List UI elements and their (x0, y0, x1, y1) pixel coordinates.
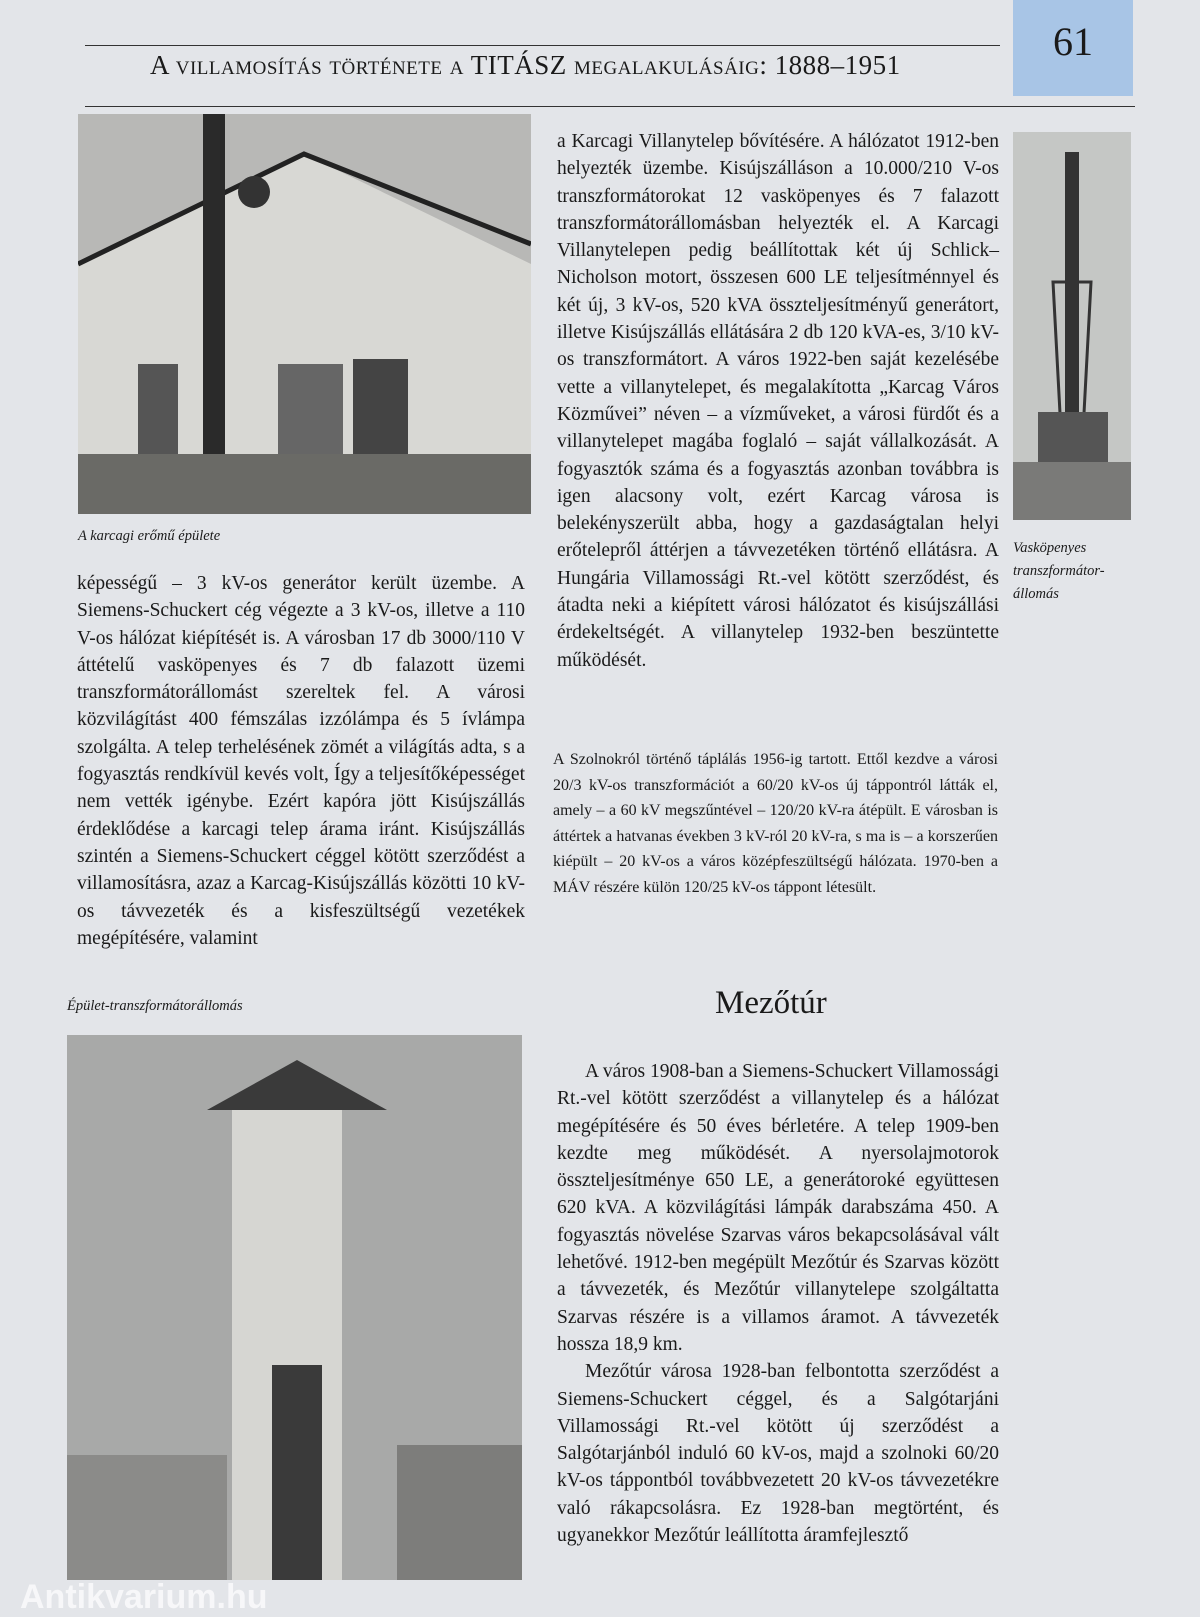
photo-karcag-power-plant (78, 114, 531, 514)
header-rule-top (85, 45, 1000, 46)
note-paragraph: A Szolnokról történő táplálás 1956-ig tartott. Ettől kezdve a városi 20/3 kV-os transzformációt a 60/20 kV-os új táppontról látták el, amely – a 60 kV megszűntével – 120/20 kV-ra átépült. E városban is áttértek a hatvanas években 3 kV-ról 20 kV-ra, s ma is – a korszerűen kiépült – 20 kV-os a város középfeszültségű hálózata. 1970-ben a MÁV részére külön 120/25 kV-os táppont létesült. (553, 751, 998, 896)
paragraph: Mezőtúr városa 1928-ban felbontotta szerződést a Siemens-Schuckert céggel, és a Salgótarjáni Villamossági Rt.-vel kötött új szerződést a Salgótarjánból induló 60 kV-os, majd a szolnoki 60/20 kV-os táppontból továbbvezetett 20 kV-os távvezetékre való rákapcsolásra. Ez 1928-ban megtörtént, és ugyanekkor Mezőtúr leállította áramfejlesztő (557, 1361, 999, 1547)
paragraph: képességű – 3 kV-os generátor került üzembe. A Siemens-Schuckert cég végezte a 3 kV-os, illetve a 110 V-os hálózat kiépítését is. A városban 17 db 3000/110 V áttételű vasköpenyes és 7 db falazott üzemi transzformátorállomást szereltek fel. A városi közvilágítást 400 fémszálas izzólámpa és 5 ívlámpa szolgálta. A telep terhelésének zömét a világítás adta, s a fogyasztás rendkívül kevés volt, Így a teljesítőképességet nem vették igénybe. Ezért kapóra jött Kisújszállás érdeklődése a karcagi telep árama iránt. Kisújszállás szintén a Siemens-Schuckert céggel kötött szerződést a villamosításra, azaz a Karcag-Kisújszállás közötti 10 kV-os távvezeték és a kisfeszültségű vezetékek megépítésére, valamint (77, 573, 525, 949)
section-body (557, 1058, 999, 1549)
caption-iron-station: Vasköpenyes transzformátor-állomás (1013, 540, 1105, 602)
left-column-text (77, 570, 525, 952)
photo-building-transformer-station (67, 1035, 522, 1580)
section-heading: Mezőtúr (715, 985, 827, 1021)
paragraph: A város 1908-ban a Siemens-Schuckert Villamossági Rt.-vel kötött szerződést a villanytelep és a hálózat megépítésére és 50 éves bérletére. A telep 1909-ben kezdte meg működését. A nyersolajmotorok összteljesítménye 650 LE, a generátoroké együttesen 620 kVA. A közvilágítási lámpák darabszáma 450. A fogyasztás növelése Szarvas város bekapcsolásával vált lehetővé. 1912-ben megépült Mezőtúr és Szarvas között a távvezeték, és Mezőtúr villanytelepe szolgáltatta Szarvas részére is a villamos áramot. A távvezeték hossza 18,9 km. (557, 1061, 999, 1355)
running-title: A villamosítás története a TITÁSZ megalakulásáig: 1888–1951 (150, 50, 901, 80)
right-column-text (557, 128, 999, 674)
caption-building-station: Épület-transzformátorállomás (67, 998, 243, 1014)
page-number-box (1013, 0, 1133, 96)
footnote-text (553, 747, 998, 900)
page-number: 61 (1053, 19, 1093, 64)
header-rule-bottom (85, 106, 1135, 107)
watermark: Antikvarium.hu (20, 1578, 268, 1616)
caption-karcag-building: A karcagi erőmű épülete (78, 528, 221, 544)
photo-iron-transformer-station (1013, 132, 1131, 520)
paragraph: a Karcagi Villanytelep bővítésére. A hálózatot 1912-ben helyezték üzembe. Kisújszálláson a 10.000/210 V-os transzformátorokat 12 vasköpenyes és 7 falazott transzformátorállomásban helyezték el. A Karcagi Villanytelepen pedig beállítottak két új Schlick–Nicholson motort, összesen 600 LE teljesítménnyel és két új, 3 kV-os, 520 kVA összteljesítményű generátort, illetve Kisújszállás ellátására 2 db 120 kVA-es, 3/10 kV-os transzformátort. A város 1922-ben saját kezelésébe vette a villanytelepet, és megalakította „Karcag Város Közművei” néven – a vízműveket, a városi fürdőt és a villanytelepet magába foglaló – saját vállalkozását. A fogyasztók száma és a fogyasztás azonban továbbra is igen alacsony volt, ezért Karcag városa is belekényszerült abba, hogy a gazdaságtalan helyi erőtelepről áttérjen a távvezetéken történő ellátásra. A Hungária Villamossági Rt.-vel kötött szerződést, és átadta neki a kiépített városi hálózatot és kisújszállási érdekeltségét. A villanytelep 1932-ben beszüntette működését. (557, 131, 999, 671)
